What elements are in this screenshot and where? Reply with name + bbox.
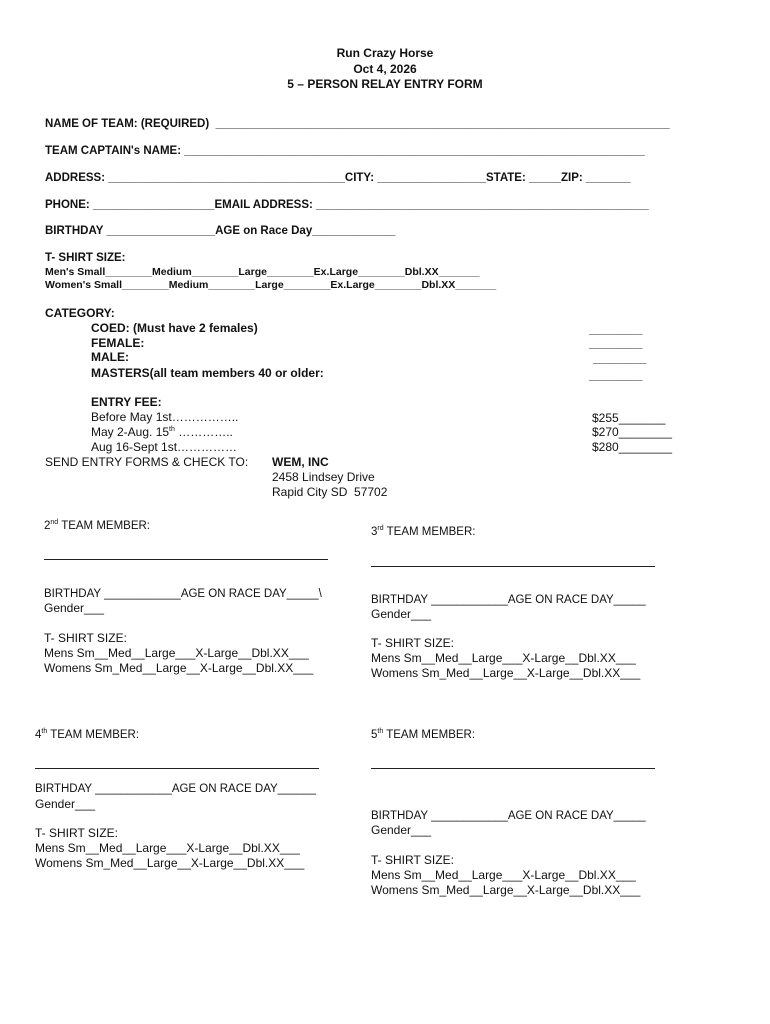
member-3-mens-sizes[interactable]: Mens Sm__Med__Large___X-Large__Dbl.XX___ (371, 651, 636, 665)
category-male: MALE: (91, 350, 129, 364)
category-masters-blank[interactable]: ________ (589, 368, 643, 382)
member-3-title: 3rd TEAM MEMBER: (371, 525, 476, 538)
category-male-blank[interactable]: ________ (593, 351, 647, 365)
member-5-title: 5th TEAM MEMBER: (371, 728, 476, 741)
member-5-name-line[interactable] (371, 768, 655, 769)
member-3-birthday[interactable]: BIRTHDAY ____________AGE ON RACE DAY_____ (371, 594, 646, 606)
member-2-tshirt-title: T- SHIRT SIZE: (44, 631, 127, 645)
member-5-tshirt-title: T- SHIRT SIZE: (371, 853, 454, 867)
address-field[interactable]: ADDRESS: _____________________________________CITY: _________________STATE: _____ZIP: _______ (45, 172, 631, 184)
fee-label-before-may: Before May 1st…………….. (91, 410, 239, 424)
mens-tshirt-sizes[interactable]: Men's Small________Medium________Large________Ex.Large________Dbl.XX_______ (45, 266, 480, 278)
fee-amount-280: $280________ (592, 440, 673, 454)
fee-label-may-aug: May 2-Aug. 15th ………….. (91, 425, 233, 439)
member-2-mens-sizes[interactable]: Mens Sm__Med__Large___X-Large__Dbl.XX___ (44, 646, 309, 660)
send-to-city: Rapid City SD 57702 (272, 485, 388, 499)
member-4-name-line[interactable] (35, 768, 319, 769)
category-title: CATEGORY: (45, 306, 115, 320)
event-name: Run Crazy Horse (336, 46, 434, 60)
member-3-tshirt-title: T- SHIRT SIZE: (371, 636, 454, 650)
member-2-name-line[interactable] (44, 559, 328, 560)
event-date: Oct 4, 2026 (353, 62, 417, 76)
captain-name-field[interactable]: TEAM CAPTAIN's NAME: ________________________________________________________________________ (45, 145, 645, 157)
category-coed-blank[interactable]: ________ (589, 322, 643, 336)
fee-label-aug-sept: Aug 16-Sept 1st…………… (91, 440, 238, 454)
category-coed: COED: (Must have 2 females) (91, 321, 258, 335)
member-4-gender[interactable]: Gender___ (35, 797, 96, 811)
member-5-birthday[interactable]: BIRTHDAY ____________AGE ON RACE DAY_____ (371, 810, 646, 822)
member-5-womens-sizes[interactable]: Womens Sm_Med__Large__X-Large__Dbl.XX___ (371, 883, 641, 897)
womens-tshirt-sizes[interactable]: Women's Small________Medium________Large________Ex.Large________Dbl.XX_______ (45, 279, 497, 291)
member-2-title: 2nd TEAM MEMBER: (44, 519, 151, 532)
member-2-gender[interactable]: Gender___ (44, 601, 105, 615)
send-to-street: 2458 Lindsey Drive (272, 470, 375, 484)
member-4-womens-sizes[interactable]: Womens Sm_Med__Large__X-Large__Dbl.XX___ (35, 856, 305, 870)
send-to-org: WEM, INC (272, 455, 329, 469)
birthday-age-field[interactable]: BIRTHDAY _________________AGE on Race Day_____________ (45, 225, 396, 237)
category-female-blank[interactable]: ________ (589, 336, 643, 350)
send-to-label: SEND ENTRY FORMS & CHECK TO: (45, 455, 249, 469)
form-title: 5 – PERSON RELAY ENTRY FORM (287, 77, 483, 91)
team-name-field[interactable]: NAME OF TEAM: (REQUIRED) _______________________________________________________________________ (45, 118, 670, 130)
member-3-womens-sizes[interactable]: Womens Sm_Med__Large__X-Large__Dbl.XX___ (371, 666, 641, 680)
member-5-gender[interactable]: Gender___ (371, 823, 432, 837)
member-5-mens-sizes[interactable]: Mens Sm__Med__Large___X-Large__Dbl.XX___ (371, 868, 636, 882)
member-4-title: 4th TEAM MEMBER: (35, 728, 140, 741)
member-4-birthday[interactable]: BIRTHDAY ____________AGE ON RACE DAY______ (35, 783, 317, 795)
entry-fee-title: ENTRY FEE: (91, 395, 162, 409)
member-3-gender[interactable]: Gender___ (371, 607, 432, 621)
phone-email-field[interactable]: PHONE: ___________________EMAIL ADDRESS: ____________________________________________________ (45, 199, 649, 211)
member-4-tshirt-title: T- SHIRT SIZE: (35, 826, 118, 840)
fee-amount-255: $255_______ (592, 411, 666, 425)
member-4-mens-sizes[interactable]: Mens Sm__Med__Large___X-Large__Dbl.XX___ (35, 841, 300, 855)
tshirt-title: T- SHIRT SIZE: (45, 252, 126, 264)
category-masters: MASTERS(all team members 40 or older: (91, 366, 324, 380)
fee-amount-270: $270________ (592, 425, 673, 439)
member-2-womens-sizes[interactable]: Womens Sm_Med__Large__X-Large__Dbl.XX___ (44, 661, 314, 675)
category-female: FEMALE: (91, 336, 145, 350)
member-2-birthday[interactable]: BIRTHDAY ____________AGE ON RACE DAY_____\ (44, 588, 322, 600)
member-3-name-line[interactable] (371, 566, 655, 567)
